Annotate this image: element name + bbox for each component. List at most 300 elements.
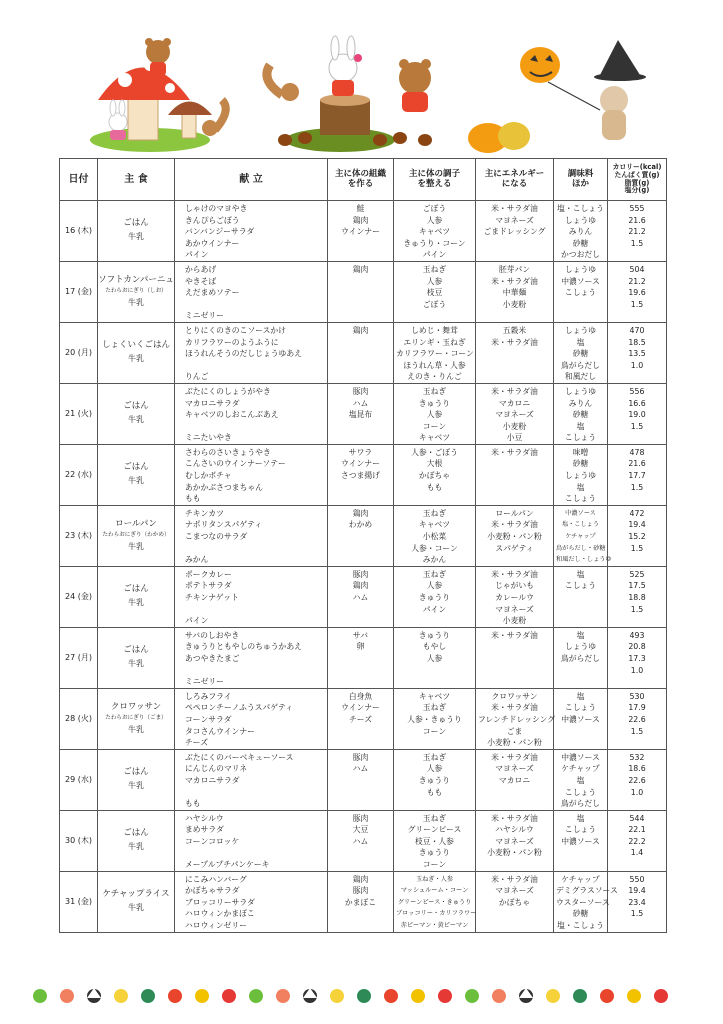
menu-cell-line: こんさいのウインナーソテー <box>185 459 286 469</box>
menu-cell-line: にこみハンバーグ <box>185 874 247 884</box>
menu-cell-line <box>177 847 325 859</box>
energy-cell-line: マヨネーズ <box>495 215 534 225</box>
protein-cell-line: ウインナー <box>341 459 380 469</box>
menu-cell-line: ハロウィンかまぼこ <box>185 909 255 919</box>
egg-icon <box>330 989 344 1003</box>
vegetables-cell-line: 人参 <box>426 215 443 225</box>
protein-cell-line: 鶏肉 <box>352 874 369 884</box>
nutrition-cell <box>608 871 667 932</box>
vegetables-cell-line: コーン <box>422 860 447 870</box>
energy-cell-line: 小麦粉・パン粉 <box>487 848 542 858</box>
energy-cell-line: 米・サラダ油 <box>491 569 538 579</box>
nutrition-cell-line: 1.5 <box>630 238 644 248</box>
protein-cell <box>328 688 394 749</box>
staple-food: ごはん <box>123 645 149 656</box>
menu-cell-line: ミニゼリー <box>185 677 224 687</box>
milk-label: 牛乳 <box>128 476 144 486</box>
protein-cell <box>328 566 394 627</box>
protein-cell <box>328 505 394 566</box>
seasoning-cell-line: 砂糖 <box>572 909 589 919</box>
tomato-icon <box>222 989 236 1003</box>
milk-label: 牛乳 <box>128 541 144 551</box>
menu-cell-line: コーンコロッケ <box>185 836 240 846</box>
menu-cell-line: メープルプチパンケーキ <box>185 860 270 870</box>
table-row <box>60 383 667 444</box>
menu-cell <box>175 505 328 566</box>
nutrition-cell-line: 19.4 <box>628 520 646 530</box>
menu-cell <box>175 566 328 627</box>
menu-cell-line: もも <box>185 494 201 504</box>
protein-cell-line: 鶏肉 <box>352 264 369 274</box>
seasoning-cell-line: ケチャップ <box>561 764 600 774</box>
menu-cell <box>175 688 328 749</box>
nutrition-cell-line: 1.5 <box>630 726 644 736</box>
vegetables-cell-line: パイン <box>422 604 447 614</box>
milk-label: 牛乳 <box>128 232 144 242</box>
seasoning-cell-line: 塩 <box>576 775 585 785</box>
menu-cell-line: あかウインナー <box>185 238 240 248</box>
menu-cell-line: えだまめソテー <box>185 288 240 298</box>
energy-cell-line: 米・サラダ油 <box>491 703 538 713</box>
vegetables-cell <box>394 261 476 322</box>
menu-cell-line: マカロニサラダ <box>185 398 240 408</box>
menu-cell <box>175 383 328 444</box>
staple-food: ごはん <box>123 828 149 839</box>
vegetables-cell-line: 小松菜 <box>422 532 447 542</box>
vegetables-cell-line: 枝豆 <box>426 288 443 298</box>
seasoning-cell-line: 中濃ソース <box>561 752 600 762</box>
seasoning-cell-line: こしょう <box>564 703 597 713</box>
vegetables-cell-line: 人参・きゅうり <box>407 714 462 724</box>
seasoning-cell-line: 塩 <box>576 421 585 431</box>
octopus-icon <box>384 989 398 1003</box>
menu-cell <box>175 201 328 262</box>
seasoning-cell <box>554 383 608 444</box>
energy-cell-line: マヨネーズ <box>495 410 534 420</box>
seasoning-cell-line: 中濃ソース <box>561 836 600 846</box>
menu-cell-line: チーズ <box>185 738 209 748</box>
nutrition-cell-line: 1.5 <box>630 604 644 614</box>
energy-cell-line: マヨネーズ <box>495 764 534 774</box>
nutrition-cell-line: 18.6 <box>628 764 646 774</box>
seasoning-cell-line: 塩 <box>576 630 585 640</box>
banana-icon <box>195 989 209 1003</box>
vegetables-cell <box>394 444 476 505</box>
menu-cell-line: ブロッコリーサラダ <box>185 897 255 907</box>
vegetables-cell-line: エリンギ・玉ねぎ <box>403 337 466 347</box>
nutrition-cell-line: 550 <box>629 874 645 884</box>
table-row <box>60 871 667 932</box>
seasoning-cell-line: 鳥がらだし <box>561 360 600 370</box>
header-staple: 主 食 <box>98 159 175 201</box>
vegetables-cell-line: 人参 <box>426 581 443 591</box>
energy-cell-line: マカロニ <box>498 775 531 785</box>
menu-cell-line: バンバンジーサラダ <box>185 227 255 237</box>
vegetables-cell-line: きゅうり・コーン <box>403 238 466 248</box>
nutrition-cell <box>608 627 667 688</box>
seasoning-cell <box>554 871 618 932</box>
table-row <box>60 444 667 505</box>
seasoning-cell-line: かつおだし <box>561 250 600 260</box>
seasoning-cell-line: 塩・こしょう <box>557 204 604 213</box>
protein-cell-line: ハム <box>352 836 369 846</box>
staple-food: ごはん <box>123 218 149 229</box>
seasoning-cell-line: 塩・こしょう <box>557 921 604 931</box>
energy-cell-line: 米・サラダ油 <box>491 337 538 347</box>
vegetables-cell-line: コーン <box>422 421 447 431</box>
protein-cell-line: ウインナー <box>341 227 380 237</box>
nutrition-cell <box>608 383 667 444</box>
seasoning-cell <box>554 261 608 322</box>
nutrition-cell-line: 21.2 <box>628 227 646 237</box>
seasoning-cell-line: 鳥がらだし・砂糖 <box>556 544 606 552</box>
protein-cell-line: サワラ <box>348 447 373 457</box>
milk-label: 牛乳 <box>128 724 144 734</box>
seasoning-cell-line: 砂糖 <box>572 238 589 248</box>
seasoning-cell-line: こしょう <box>564 581 597 591</box>
protein-cell-line: 鶏肉 <box>352 581 369 591</box>
energy-cell <box>476 749 554 810</box>
header-date: 日付 <box>60 159 98 201</box>
menu-cell-line: ぶたにくのしょうがやき <box>185 386 271 396</box>
nutrition-cell-line: 22.2 <box>628 836 646 846</box>
squirrel-icon <box>202 100 226 136</box>
energy-cell-line: 小麦粉 <box>502 421 527 431</box>
seasoning-cell-line: 塩 <box>576 482 585 492</box>
menu-cell <box>175 444 328 505</box>
nutrition-cell <box>608 201 667 262</box>
date-cell: 22 (水) <box>60 444 98 505</box>
menu-cell-line: あつやきたまご <box>185 653 240 663</box>
staple-cell <box>98 201 175 262</box>
menu-cell-line <box>177 665 325 677</box>
protein-cell <box>328 749 394 810</box>
vegetables-cell-line: もも <box>426 787 443 797</box>
energy-cell <box>476 505 554 566</box>
vegetables-cell-line: もやし <box>422 642 447 652</box>
energy-cell <box>476 383 554 444</box>
seasoning-cell-line: しょうゆ <box>564 386 597 396</box>
vegetables-cell-line: きゅうり <box>418 848 451 858</box>
nutrition-cell-line: 1.5 <box>630 482 644 492</box>
vegetables-cell-line: カリフラワー・コーン <box>396 349 474 359</box>
nutrition-cell-line: 17.5 <box>628 581 646 591</box>
nutrition-cell-line: 1.4 <box>630 848 644 858</box>
staple-cell <box>98 688 175 749</box>
protein-cell-line: 鶏肉 <box>352 325 369 335</box>
tomato-icon <box>438 989 452 1003</box>
vegetables-cell <box>394 383 476 444</box>
milk-label: 牛乳 <box>128 842 144 852</box>
seasoning-cell-line: ケチャップ <box>565 533 596 541</box>
protein-cell <box>328 871 394 932</box>
riceball-icon <box>87 988 101 1003</box>
salmon-icon <box>60 989 74 1003</box>
menu-cell-line <box>177 360 325 372</box>
vegetables-cell-line: 玉ねぎ <box>422 703 447 713</box>
table-row <box>60 627 667 688</box>
vegetables-cell-line: コーン <box>422 726 447 736</box>
salmon-icon <box>276 989 290 1003</box>
header-energy: 主にエネルギー になる <box>476 159 554 201</box>
seasoning-cell-line: しょうゆ <box>564 642 597 652</box>
seasoning-cell-line: 中濃ソース <box>561 276 600 286</box>
nutrition-cell-line: 478 <box>629 447 645 457</box>
vegetables-cell-line: グリーンピース <box>407 825 462 835</box>
protein-cell-line: 豚肉 <box>352 813 369 823</box>
menu-cell <box>175 627 328 688</box>
energy-cell-line: 中華麺 <box>502 288 527 298</box>
seasoning-cell-line: こしょう <box>564 787 597 797</box>
nutrition-cell-line: 525 <box>629 569 645 579</box>
menu-cell-line: みかん <box>185 555 209 565</box>
menu-cell-line: こまつなのサラダ <box>185 532 248 542</box>
staple-sub-food: たわらおにぎり（わかめ） <box>102 531 170 538</box>
protein-cell <box>328 383 394 444</box>
seasoning-cell-line: 中濃ソース <box>561 714 600 724</box>
nutrition-cell <box>608 261 667 322</box>
seasoning-cell-line: ウスターソース <box>556 897 610 907</box>
energy-cell-line: 米・サラダ油 <box>491 874 538 884</box>
staple-food: ロールパン <box>115 518 157 529</box>
lettuce-icon <box>249 989 263 1003</box>
rabbit-icon <box>109 100 127 140</box>
vegetables-cell-line: キャベツ <box>418 227 451 237</box>
milk-label: 牛乳 <box>128 415 144 425</box>
nutrition-cell <box>608 566 667 627</box>
squirrel-icon <box>267 65 299 101</box>
staple-food: ソフトカンパーニュ <box>98 274 174 285</box>
table-row <box>60 201 667 262</box>
seasoning-cell-line: 鳥がらだし <box>561 653 600 663</box>
staple-cell <box>98 566 175 627</box>
menu-cell-line <box>177 421 325 433</box>
menu-cell-line: もも <box>185 799 201 809</box>
vegetables-cell-line: 玉ねぎ・人参 <box>415 875 454 883</box>
vegetables-cell-line: 人参 <box>426 653 443 663</box>
nutrition-cell <box>608 322 667 383</box>
protein-cell <box>328 444 394 505</box>
menu-cell-line: キャベツのしおこんぶあえ <box>185 410 279 420</box>
nutrition-cell-line: 19.4 <box>628 886 646 896</box>
menu-cell-line: チキンナゲット <box>185 593 239 602</box>
energy-cell <box>476 627 554 688</box>
staple-cell <box>98 444 175 505</box>
seasoning-cell <box>554 810 608 871</box>
staple-cell <box>98 810 175 871</box>
energy-cell-line: ハヤシルウ <box>495 825 534 835</box>
riceball-icon <box>303 988 317 1003</box>
lettuce-icon <box>465 989 479 1003</box>
energy-cell-line: マヨネーズ <box>495 886 534 896</box>
seasoning-cell-line: 塩 <box>576 813 585 823</box>
protein-cell-line: 大豆 <box>352 825 369 835</box>
seasoning-cell-line: こしょう <box>564 825 597 835</box>
nutrition-cell-line: 19.6 <box>628 288 646 298</box>
date-cell: 16 (木) <box>60 201 98 262</box>
protein-cell-line: ハム <box>352 764 369 774</box>
menu-cell-line: パイン <box>185 616 209 626</box>
protein-cell-line: 卵 <box>356 642 365 652</box>
seasoning-cell-line: みりん <box>568 227 593 237</box>
staple-food: ごはん <box>123 584 149 595</box>
nutrition-cell-line: 16.6 <box>628 398 646 408</box>
header-menu: 献 立 <box>175 159 328 201</box>
menu-cell-line: カリフラワーのようふうに <box>185 337 279 347</box>
staple-food: クロワッサン <box>110 701 162 712</box>
energy-cell-line: 米・サラダ油 <box>491 520 538 530</box>
staple-cell <box>98 505 175 566</box>
energy-cell-line: 米・サラダ油 <box>491 447 538 457</box>
seasoning-cell <box>554 627 608 688</box>
seasoning-cell-line: デミグラスソース <box>556 886 618 896</box>
menu-cell-line: さわらのさいきょうやき <box>185 447 271 457</box>
nutrition-cell-line: 532 <box>629 752 645 762</box>
nutrition-cell-line: 22.6 <box>628 714 646 724</box>
header-nutrition: カロリー(kcal) たんぱく質(g) 脂質(g) 塩分(g) <box>608 159 667 201</box>
seasoning-cell <box>554 749 608 810</box>
menu-cell-line: ミニゼリー <box>185 311 224 321</box>
vegetables-cell <box>394 322 476 383</box>
protein-cell-line: チーズ <box>348 714 372 724</box>
protein-cell-line: 鶏肉 <box>352 508 369 518</box>
vegetables-cell-line: 人参・コーン <box>411 543 458 553</box>
energy-cell-line: 米・サラダ油 <box>491 386 538 396</box>
vegetables-cell-line: ごぼう <box>422 204 447 213</box>
vegetables-cell <box>394 201 476 262</box>
menu-cell-line: マカロニサラダ <box>185 775 240 785</box>
energy-cell-line: マヨネーズ <box>495 604 534 614</box>
vegetables-cell <box>394 749 476 810</box>
vegetables-cell-line: きゅうり <box>418 775 451 785</box>
energy-cell <box>476 810 554 871</box>
seasoning-cell <box>554 566 608 627</box>
seasoning-cell-line: みりん <box>568 398 593 408</box>
menu-cell-line: ほうれんそうのだしじょうゆあえ <box>185 349 302 359</box>
menu-cell-line: あかかぶさつまちゃん <box>185 482 263 492</box>
energy-cell-line: じゃがいも <box>495 581 534 591</box>
energy-cell-line: 米・サラダ油 <box>491 204 538 213</box>
nutrition-cell-line: 1.5 <box>630 543 644 553</box>
egg-icon <box>546 989 560 1003</box>
energy-cell-line: かぼちゃ <box>498 897 531 907</box>
vegetables-cell-line: ごぼう <box>422 299 447 309</box>
energy-cell-line: 小麦粉・パン粉 <box>487 738 542 748</box>
menu-cell-line <box>177 604 325 616</box>
menu-cell <box>175 871 328 932</box>
rabbit-icon <box>329 36 362 96</box>
nutrition-cell-line: 556 <box>629 386 645 396</box>
menu-cell <box>175 261 328 322</box>
nutrition-cell <box>608 810 667 871</box>
menu-cell-line: むしかボチャ <box>185 471 232 481</box>
nutrition-cell-line: 19.0 <box>628 410 646 420</box>
nutrition-cell-line: 555 <box>629 204 645 213</box>
nutrition-cell-line: 17.7 <box>628 471 646 481</box>
protein-cell-line: 豚肉 <box>352 569 369 579</box>
vegetables-cell-line: かぼちゃ <box>418 471 451 481</box>
date-cell: 21 (火) <box>60 383 98 444</box>
menu-cell-line: かぼちゃサラダ <box>185 886 240 896</box>
vegetables-cell-line: 玉ねぎ <box>422 813 447 823</box>
nutrition-cell-line: 17.3 <box>628 653 646 663</box>
egg-icon <box>114 989 128 1003</box>
seasoning-cell <box>554 322 608 383</box>
header-body-builder: 主に体の組織 を作る <box>328 159 394 201</box>
riceball-icon <box>519 988 533 1003</box>
date-cell: 27 (月) <box>60 627 98 688</box>
nutrition-cell-line: 18.5 <box>628 337 646 347</box>
menu-cell-line <box>177 543 325 555</box>
nutrition-cell-line: 22.1 <box>628 825 646 835</box>
seasoning-cell-line: こしょう <box>564 288 597 298</box>
nutrition-cell-line: 504 <box>629 264 645 274</box>
protein-cell-line: サバ <box>352 630 369 640</box>
nutrition-cell-line: 1.0 <box>630 787 644 797</box>
seasoning-cell-line: ケチャップ <box>561 874 600 884</box>
vegetables-cell-line: キャベツ <box>418 433 451 443</box>
staple-sub-food: たわらおにぎり（ごま） <box>105 714 167 721</box>
energy-cell <box>476 322 554 383</box>
protein-cell-line: ハム <box>352 398 369 408</box>
header-seasoning: 調味料 ほか <box>554 159 608 201</box>
seasoning-cell-line: しょうゆ <box>564 471 597 481</box>
date-cell: 29 (水) <box>60 749 98 810</box>
table-row <box>60 688 667 749</box>
banana-icon <box>411 989 425 1003</box>
staple-cell <box>98 749 175 810</box>
energy-cell <box>476 688 554 749</box>
seasoning-cell-line: 塩 <box>576 337 585 347</box>
nutrition-cell <box>608 505 667 566</box>
vegetables-cell-line: 玉ねぎ <box>422 386 447 396</box>
protein-cell <box>328 201 394 262</box>
nutrition-cell <box>608 749 667 810</box>
energy-cell-line: クロワッサン <box>491 691 538 701</box>
vegetables-cell-line: きゅうり <box>418 593 451 602</box>
header-body-regulator: 主に体の調子 を整える <box>394 159 476 201</box>
milk-label: 牛乳 <box>128 781 144 791</box>
nutrition-cell-line: 17.9 <box>628 703 646 713</box>
date-cell: 20 (月) <box>60 322 98 383</box>
protein-cell-line: 豚肉 <box>352 886 369 896</box>
energy-cell-line: 小麦粉 <box>502 616 527 626</box>
energy-cell-line: カレールウ <box>495 593 534 602</box>
bear-icon <box>399 59 431 112</box>
seasoning-cell-line: 塩 <box>576 691 585 701</box>
menu-cell-line: ミニたいやき <box>185 433 232 443</box>
menu-cell-line: まめサラダ <box>185 825 224 835</box>
table-row <box>60 505 667 566</box>
seasoning-cell-line: こしょう <box>564 433 597 443</box>
footer-food-border <box>30 982 693 1012</box>
vegetables-cell-line: 玉ねぎ <box>422 569 447 579</box>
nutrition-cell-line: 1.5 <box>630 909 644 919</box>
menu-cell-line: きんぴらごぼう <box>185 215 240 225</box>
protein-cell-line: 豚肉 <box>352 752 369 762</box>
vegetables-cell <box>394 566 476 627</box>
staple-cell <box>98 322 175 383</box>
vegetables-cell-line: マッシュルーム・コーン <box>400 887 469 895</box>
energy-cell-line: ごま <box>506 726 523 736</box>
energy-cell-line: マカロニ <box>498 398 531 408</box>
vegetables-cell <box>394 688 476 749</box>
seasoning-cell-line: 砂糖 <box>572 410 589 420</box>
protein-cell-line: わかめ <box>348 520 373 530</box>
menu-cell-line: コーンサラダ <box>185 714 232 724</box>
protein-cell-line: ハム <box>352 593 369 602</box>
nutrition-cell-line: 493 <box>629 630 645 640</box>
